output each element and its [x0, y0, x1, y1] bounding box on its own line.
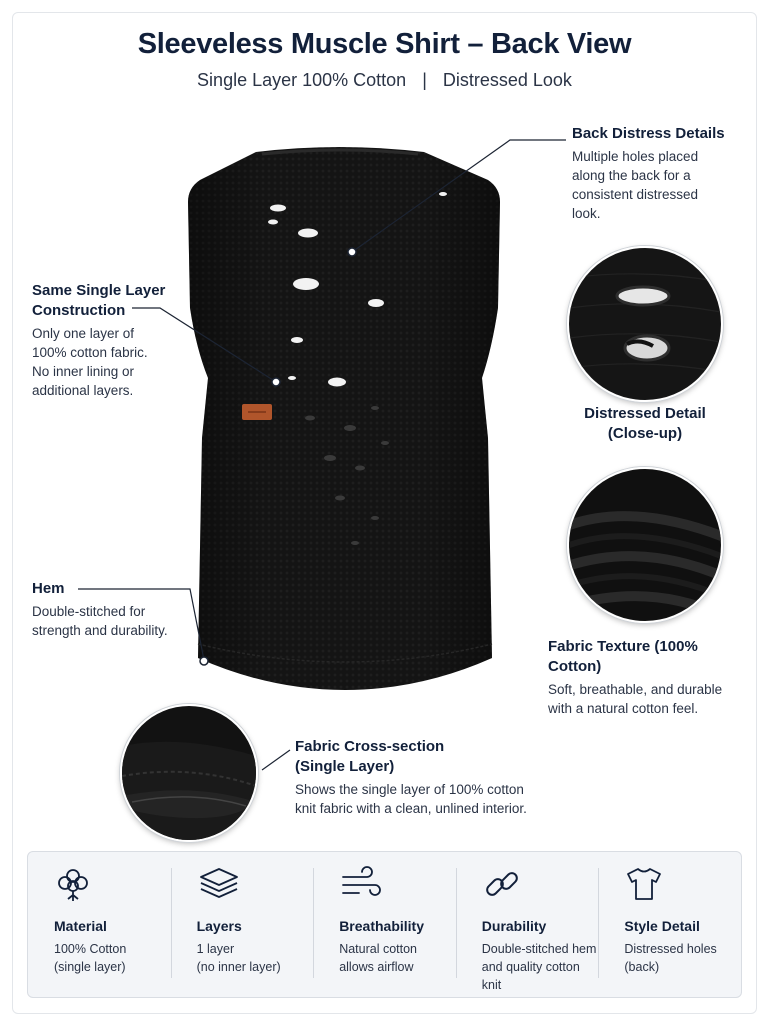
callout-title: Hem	[32, 580, 65, 597]
callout-distressed-closeup	[560, 404, 730, 444]
callout-body: Soft, breathable, and durable with a natural cotton feel.	[548, 682, 723, 716]
feature-text: Natural cotton allows airflow	[339, 942, 418, 974]
feature-title: Style Detail	[624, 918, 700, 934]
chain-link-icon	[482, 865, 522, 903]
distressed-closeup-image	[567, 246, 723, 402]
feature-style-detail	[598, 852, 741, 997]
callout-title: Fabric Texture (100% Cotton)	[548, 638, 698, 675]
feature-material	[28, 852, 171, 997]
subtitle-material: Single Layer 100% Cotton	[197, 70, 407, 90]
fabric-texture-image	[567, 467, 723, 623]
wind-icon	[339, 865, 383, 903]
layers-icon	[197, 865, 241, 903]
callout-body: Only one layer of 100% cotton fabric. No inner lining or additional layers.	[32, 326, 148, 398]
callout-title: Fabric Cross-section (Single Layer)	[295, 738, 445, 775]
feature-text: 100% Cotton (single layer)	[54, 942, 127, 974]
callout-title: Distressed Detail (Close-up)	[584, 405, 706, 442]
feature-text: 1 layer (no inner layer)	[196, 942, 281, 974]
callout-body: Double-stitched for strength and durability.	[32, 604, 168, 638]
page-title: Sleeveless Muscle Shirt – Back View	[137, 28, 632, 60]
feature-title: Durability	[481, 918, 547, 934]
shirt-back-illustration	[170, 138, 520, 698]
subtitle-separator: |	[422, 70, 427, 90]
callout-body: Multiple holes placed along the back for a consistent distressed look.	[572, 149, 699, 221]
callout-fabric-texture	[548, 637, 753, 718]
callout-body: Shows the single layer of 100% cotton knit fabric with a clean, unlined interior.	[295, 782, 527, 816]
feature-durability	[456, 852, 599, 997]
fabric-cross-section-image	[120, 704, 258, 842]
callout-back-distress	[572, 124, 752, 223]
feature-breathability	[313, 852, 456, 997]
tshirt-icon	[624, 865, 664, 903]
callout-single-layer	[32, 281, 202, 400]
feature-title: Material	[54, 918, 107, 934]
callout-title: Same Single Layer Construction	[32, 282, 166, 319]
feature-title: Layers	[196, 918, 242, 934]
page-subtitle	[0, 70, 769, 91]
callout-cross-section	[295, 737, 555, 818]
feature-strip	[27, 851, 742, 998]
subtitle-look: Distressed Look	[442, 70, 572, 90]
callout-hem	[32, 579, 202, 640]
callout-title: Back Distress Details	[572, 125, 725, 142]
feature-text: Double-stitched hem and quality cotton knit	[481, 942, 597, 992]
feature-layers	[171, 852, 314, 997]
feature-text: Distressed holes (back)	[624, 942, 717, 974]
cotton-icon	[54, 865, 92, 903]
feature-title: Breathability	[339, 918, 424, 934]
